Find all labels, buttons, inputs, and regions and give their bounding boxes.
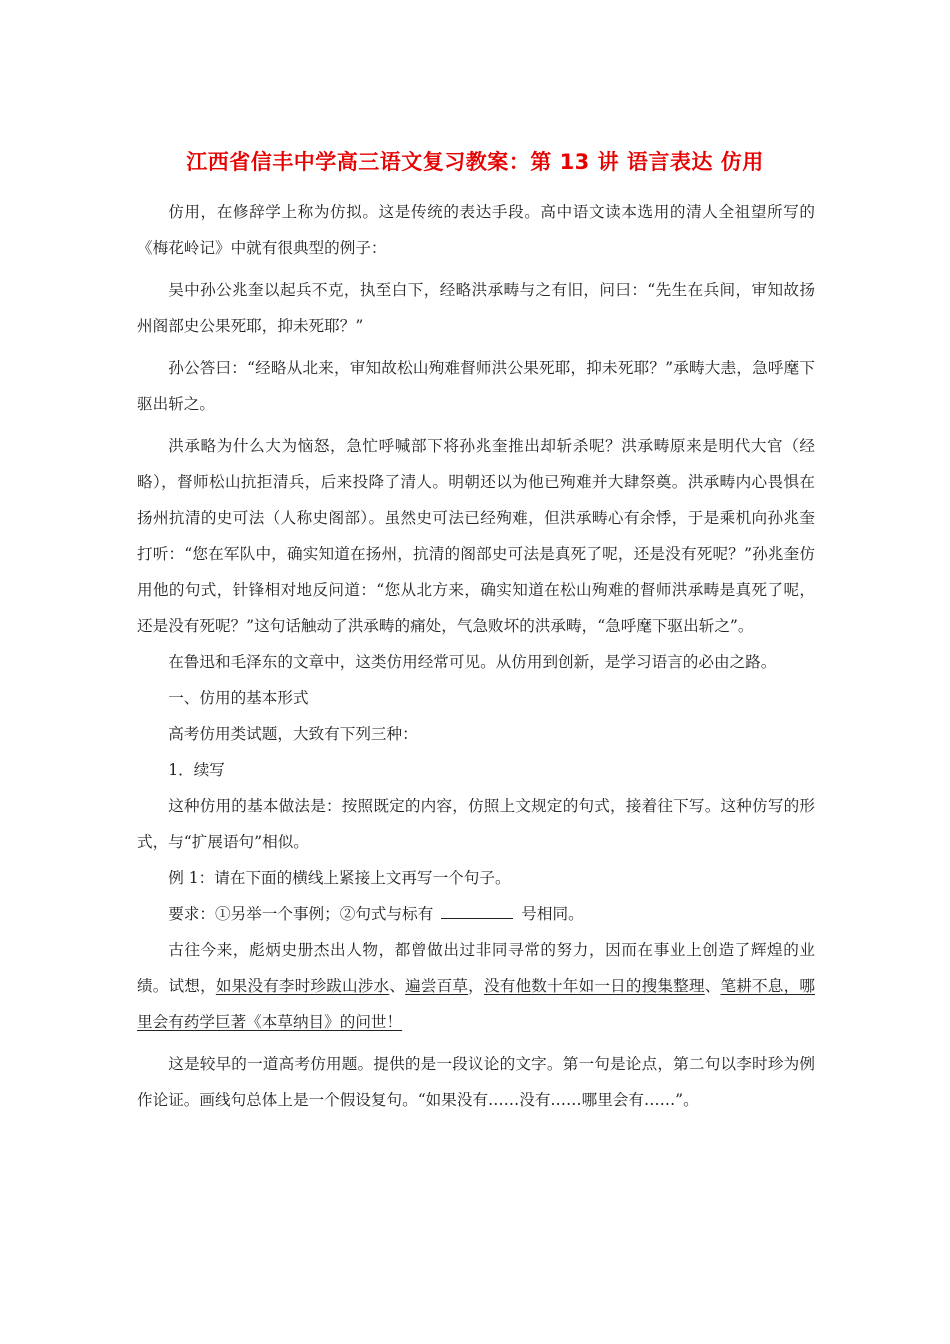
passage-punct: 、	[389, 977, 406, 995]
underlined-phrase: 没有他数十年如一日的搜集整理	[483, 977, 705, 995]
paragraph-explanation: 洪承略为什么大为恼怒，急忙呼喊部下将孙兆奎推出却斩杀呢？洪承畴原来是明代大官（经略），督师松山抗拒清兵，后来投降了清人。明朝还以为他已殉难并大肆祭奠。洪承畴内心畏惧在扬州抗清的史可法（人称史阁部）。虽然史可法已经殉难，但洪承畴心有余悸，于是乘机向孙兆奎打听：“您在军队中，确实知道在扬州，抗清的阁部史可法是真死了呢，还是没有死呢？”孙兆奎仿用他的句式，针锋相对地反问道：“您从北方来，确实知道在松山殉难的督师洪承畴是真死了呢，还是没有死呢？”这句话触动了洪承畴的痛处，气急败坏的洪承畴，“急呼麾下驱出斩之”。	[137, 437, 815, 635]
blank-line	[441, 902, 513, 919]
example-prompt: 例 1：请在下面的横线上紧接上文再写一个句子。	[168, 869, 511, 887]
example-passage	[137, 932, 815, 1040]
section-heading: 一、仿用的基本形式	[168, 689, 309, 707]
paragraph-summary: 在鲁迅和毛泽东的文章中，这类仿用经常可见。从仿用到创新，是学习语言的必由之路。	[168, 653, 777, 671]
paragraph-forms: 高考仿用类试题，大致有下列三种：	[168, 725, 418, 743]
requirements-tail: 号相同。	[521, 905, 584, 923]
paragraph-quote-answer: 孙公答曰：“经略从北来，审知故松山殉难督师洪公果死耶，抑未死耶？”承畴大恚，急呼麾下驱出斩之。	[137, 359, 815, 413]
requirements-text: 要求：①另举一个事例；②句式与标有	[168, 905, 434, 923]
example-requirements	[137, 896, 815, 932]
subheading-continuation: 1．续写	[168, 761, 225, 779]
document-body	[137, 194, 815, 1118]
paragraph-method: 这种仿用的基本做法是：按照既定的内容，仿照上文规定的句式，接着往下写。这种仿写的形式，与“扩展语句”相似。	[137, 797, 815, 851]
underlined-phrase: 遍尝百草	[405, 977, 469, 995]
paragraph-intro: 仿用，在修辞学上称为仿拟。这是传统的表达手段。高中语文读本选用的清人全祖望所写的《梅花岭记》中就有很典型的例子：	[137, 203, 815, 257]
passage-punct: 、	[704, 977, 721, 995]
paragraph-quote-question: 吴中孙公兆奎以起兵不克，执至白下，经略洪承畴与之有旧，问曰：“先生在兵间，审知故扬州阁部史公果死耶，抑未死耶？”	[137, 281, 815, 335]
document-title: 江西省信丰中学高三语文复习教案：第 13 讲 语言表达 仿用	[186, 150, 764, 174]
underlined-phrase: 如果没有李时珍跋山涉水	[215, 977, 390, 995]
underlined-phrase: 笔耕不息，哪里会有药学巨著《本草纳目》的问世！	[137, 977, 815, 1031]
paragraph-analysis: 这是较早的一道高考仿用题。提供的是一段议论的文字。第一句是论点，第二句以李时珍为例作论证。画线句总体上是一个假设复句。“如果没有……没有……哪里会有……”。	[137, 1055, 815, 1109]
passage-text: 古往今来，彪炳史册杰出人物，都曾做出过非同寻常的努力，因而在事业上创造了辉煌的业绩。试想，	[137, 941, 815, 995]
passage-punct: ，	[468, 977, 484, 995]
